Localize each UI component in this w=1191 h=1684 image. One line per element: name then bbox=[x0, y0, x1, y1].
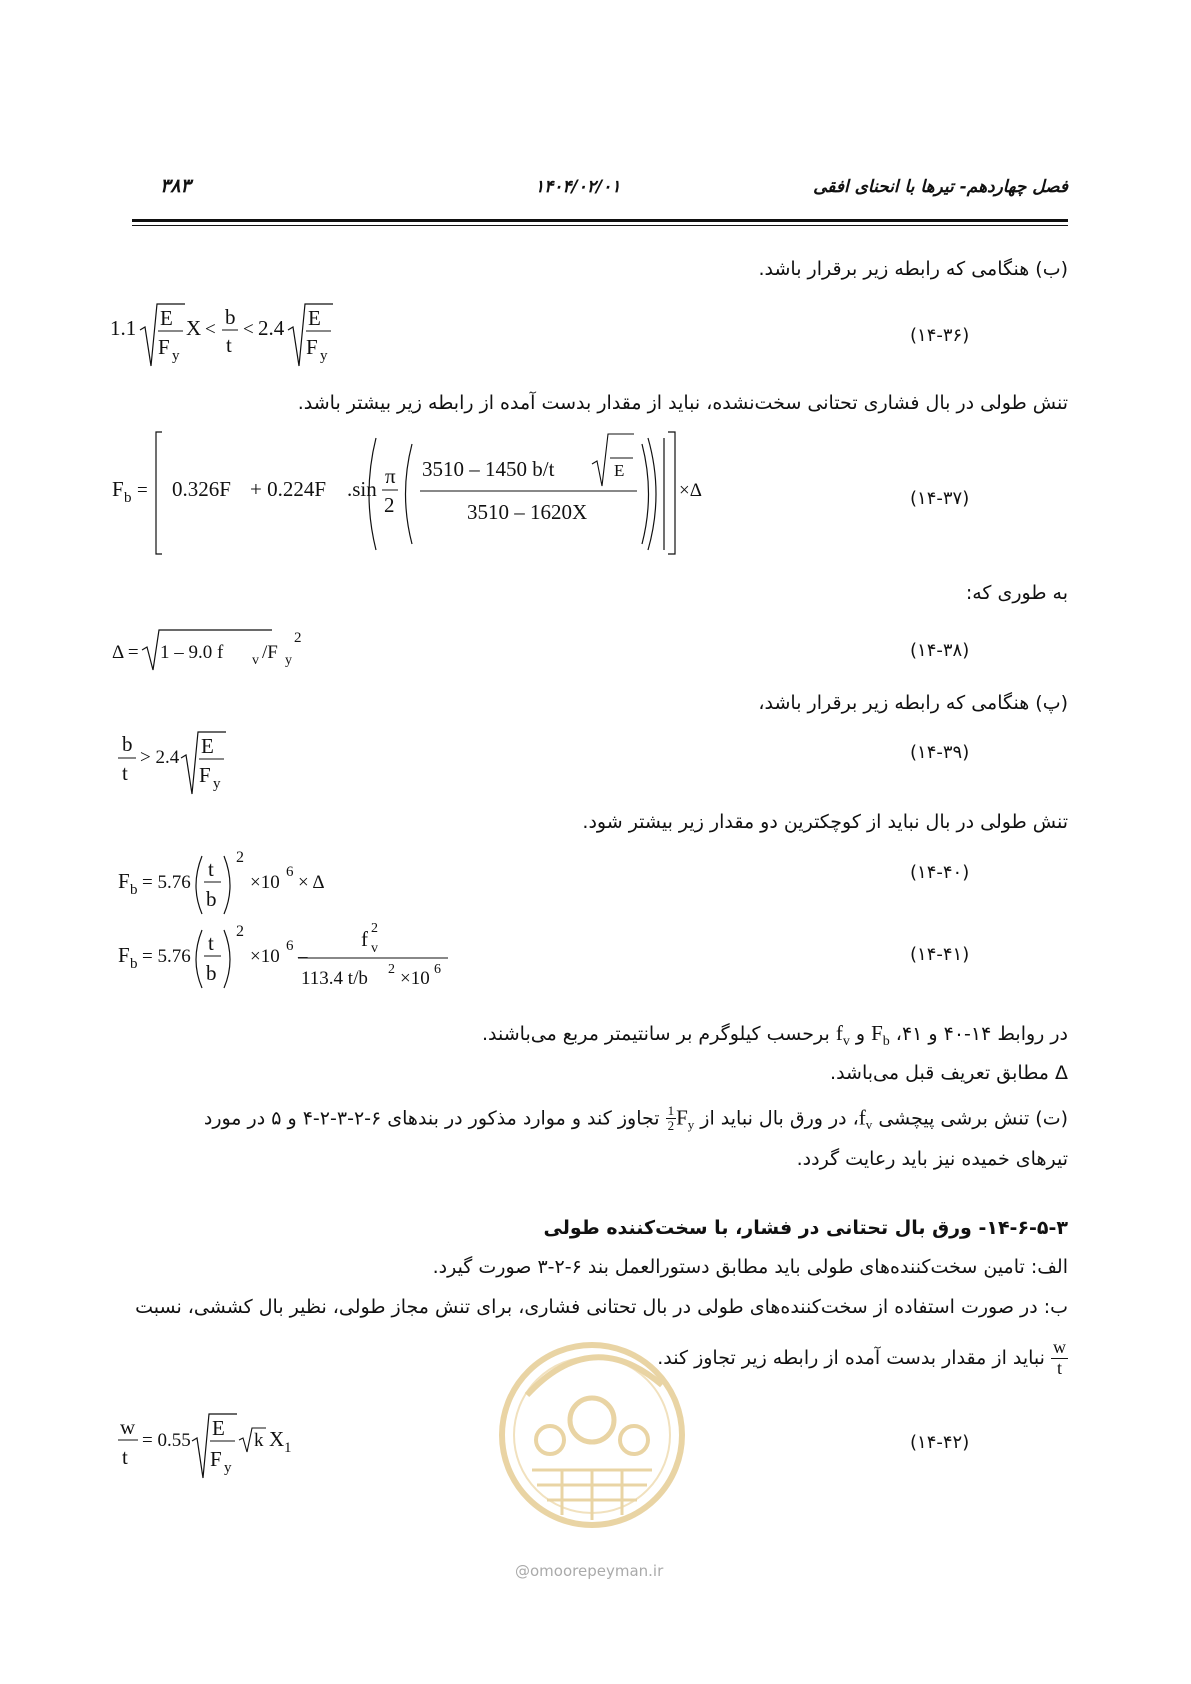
svg-text:6: 6 bbox=[286, 938, 294, 954]
svg-text:F: F bbox=[118, 943, 130, 967]
f36-lt2: < bbox=[243, 319, 254, 340]
svg-text:F: F bbox=[199, 763, 211, 787]
svg-text:b: b bbox=[130, 956, 138, 972]
svg-text:2: 2 bbox=[384, 493, 395, 517]
formula-36 bbox=[110, 300, 370, 370]
svg-text:=: = bbox=[137, 480, 148, 501]
watermark-url: @omoorepeyman.ir bbox=[515, 1562, 664, 1580]
inline-half: $\frac{1}{2}$ bbox=[667, 1103, 675, 1134]
svg-text:y: y bbox=[320, 348, 328, 364]
formula-40 bbox=[118, 848, 378, 918]
svg-text:×Δ: ×Δ bbox=[679, 480, 702, 501]
svg-text:t: t bbox=[208, 857, 214, 881]
svg-text:= 5.76: = 5.76 bbox=[142, 872, 191, 893]
section-title: ۱۴-۶-۵-۳- ورق بال تحتانی در فشار، با سخت‌کننده طولی bbox=[543, 1217, 1068, 1239]
paragraph-p: (پ) هنگامی که رابطه زیر برقرار باشد، bbox=[758, 692, 1068, 714]
svg-text:× Δ: × Δ bbox=[298, 872, 325, 893]
svg-text:2: 2 bbox=[371, 921, 378, 936]
svg-text:v: v bbox=[371, 941, 378, 956]
svg-text:2: 2 bbox=[294, 630, 302, 646]
svg-text:b: b bbox=[124, 490, 132, 506]
svg-text:.sin: .sin bbox=[347, 477, 377, 501]
svg-text:+ 0.224F: + 0.224F bbox=[250, 477, 327, 501]
formula-39 bbox=[118, 728, 248, 798]
paragraph-be-line2: $\frac{w}{t}$ نباید از مقدار بدست آمده از رابطه زیر تجاوز کند. bbox=[657, 1337, 1066, 1378]
svg-text:F: F bbox=[306, 335, 318, 359]
svg-text:b: b bbox=[130, 882, 138, 898]
svg-text:6: 6 bbox=[286, 864, 294, 880]
paragraph-t-line2: تیرهای خمیده نیز باید رعایت گردد. bbox=[796, 1148, 1068, 1170]
equation-number-42: (۱۴-۴۲) bbox=[910, 1432, 970, 1453]
svg-text:F: F bbox=[210, 1447, 222, 1471]
svg-text:6: 6 bbox=[434, 962, 441, 977]
svg-text:π: π bbox=[385, 464, 396, 488]
header-rule-thin bbox=[132, 225, 1068, 226]
f36-E1: E bbox=[160, 306, 173, 330]
chapter-title: فصل چهاردهم- تیرها با انحنای افقی bbox=[813, 177, 1068, 197]
svg-text:/F: /F bbox=[262, 642, 278, 663]
svg-text:2: 2 bbox=[388, 962, 395, 977]
equation-number-37: (۱۴-۳۷) bbox=[910, 488, 970, 509]
svg-text:X: X bbox=[269, 1427, 285, 1451]
header-date: ۱۴۰۴/۰۲/۰۱ bbox=[535, 177, 621, 197]
svg-text:E: E bbox=[212, 1416, 225, 1440]
svg-text:E: E bbox=[308, 306, 321, 330]
svg-text:v: v bbox=[252, 653, 259, 668]
equation-number-40: (۱۴-۴۰) bbox=[910, 862, 970, 883]
svg-text:w: w bbox=[120, 1415, 136, 1439]
svg-text:F: F bbox=[112, 477, 124, 501]
svg-text:0.326F: 0.326F bbox=[172, 477, 231, 501]
inline-w-over-t: $\frac{w}{t}$ bbox=[1053, 1337, 1066, 1378]
svg-text:y: y bbox=[213, 776, 221, 792]
formula-41 bbox=[118, 918, 478, 998]
svg-text:Δ =: Δ = bbox=[112, 642, 139, 663]
paragraph-smaller: تنش طولی در بال نباید از کوچکترین دو مقدار زیر بیشتر شود. bbox=[582, 811, 1068, 833]
svg-text:k: k bbox=[254, 1430, 264, 1451]
paragraph-unstiffened: تنش طولی در بال فشاری تحتانی سخت‌نشده، نباید از مقدار بدست آمده از رابطه زیر بیشتر باشد. bbox=[297, 392, 1068, 414]
svg-text:y: y bbox=[285, 653, 292, 668]
header-rule-thick bbox=[132, 219, 1068, 222]
f36-coef2: 2.4 bbox=[258, 316, 285, 340]
svg-text:E: E bbox=[201, 734, 214, 758]
svg-text:b: b bbox=[122, 732, 133, 756]
svg-text:= 0.55: = 0.55 bbox=[142, 1430, 191, 1451]
watermark-logo bbox=[492, 1325, 692, 1555]
svg-text:2: 2 bbox=[236, 849, 244, 866]
svg-text:b: b bbox=[206, 961, 217, 985]
equation-number-38: (۱۴-۳۸) bbox=[910, 640, 970, 661]
svg-text:1 – 9.0 f: 1 – 9.0 f bbox=[160, 642, 224, 663]
paragraph-units: در روابط ۱۴-۴۰ و ۴۱، $F_b$ و $f_v$ برحسب کیلوگرم بر سانتیمتر مربع می‌باشند. bbox=[482, 1021, 1068, 1049]
paragraph-b: (ب) هنگامی که رابطه زیر برقرار باشد. bbox=[758, 258, 1068, 280]
f36-F1: F bbox=[158, 335, 170, 359]
svg-text:F: F bbox=[118, 869, 130, 893]
svg-text:y: y bbox=[224, 1460, 232, 1476]
paragraph-where: به طوری که: bbox=[965, 582, 1068, 604]
svg-text:×10: ×10 bbox=[250, 946, 280, 967]
svg-text:= 5.76: = 5.76 bbox=[142, 946, 191, 967]
equation-number-39: (۱۴-۳۹) bbox=[910, 742, 970, 763]
formula-37 bbox=[112, 428, 702, 558]
page-number: ۳۸۳ bbox=[160, 175, 191, 197]
svg-text:t: t bbox=[122, 761, 128, 785]
f36-b: b bbox=[225, 305, 236, 329]
paragraph-alef: الف: تامین سخت‌کننده‌های طولی باید مطابق دستورالعمل بند ۶-۲-۳ صورت گیرد. bbox=[432, 1256, 1068, 1278]
svg-text:1: 1 bbox=[284, 1440, 292, 1456]
svg-text:–: – bbox=[298, 946, 308, 967]
f36-y1: y bbox=[172, 348, 180, 364]
svg-text:3510 – 1620X: 3510 – 1620X bbox=[467, 500, 588, 524]
svg-text:113.4 t/b: 113.4 t/b bbox=[301, 968, 368, 989]
equation-number-36: (۱۴-۳۶) bbox=[910, 325, 970, 346]
f36-lt1: < bbox=[205, 319, 216, 340]
svg-text:b: b bbox=[206, 887, 217, 911]
svg-text:E: E bbox=[614, 461, 625, 480]
paragraph-be-line1: ب: در صورت استفاده از سخت‌کننده‌های طولی در بال تحتانی فشاری، برای تنش مجاز طولی، نظیر بال کششی، نسبت bbox=[135, 1296, 1068, 1318]
formula-38 bbox=[112, 626, 332, 676]
formula-42 bbox=[118, 1410, 318, 1482]
svg-text:t: t bbox=[122, 1445, 128, 1469]
svg-text:×10: ×10 bbox=[400, 968, 430, 989]
paragraph-delta: Δ مطابق تعریف قبل می‌باشد. bbox=[830, 1062, 1068, 1084]
equation-number-41: (۱۴-۴۱) bbox=[910, 944, 970, 965]
svg-text:3510 – 1450 b/t: 3510 – 1450 b/t bbox=[422, 457, 555, 481]
svg-text:f: f bbox=[361, 927, 368, 951]
f36-t: t bbox=[226, 333, 232, 357]
svg-text:> 2.4: > 2.4 bbox=[140, 747, 180, 768]
svg-text:×10: ×10 bbox=[250, 872, 280, 893]
svg-text:2: 2 bbox=[236, 923, 244, 940]
f36-X: X bbox=[186, 316, 202, 340]
f36-coef1: 1.1 bbox=[110, 316, 137, 340]
svg-text:t: t bbox=[208, 931, 214, 955]
paragraph-t-line1: (ت) تنش برشی پیچشی $f_v،$ در ورق بال نباید از $\frac{1}{2}$ $F_y$ تجاوز کند و موارد مذکور در بندهای ۶-۲-۳-۲-۴ و ۵ در مورد bbox=[203, 1103, 1068, 1134]
